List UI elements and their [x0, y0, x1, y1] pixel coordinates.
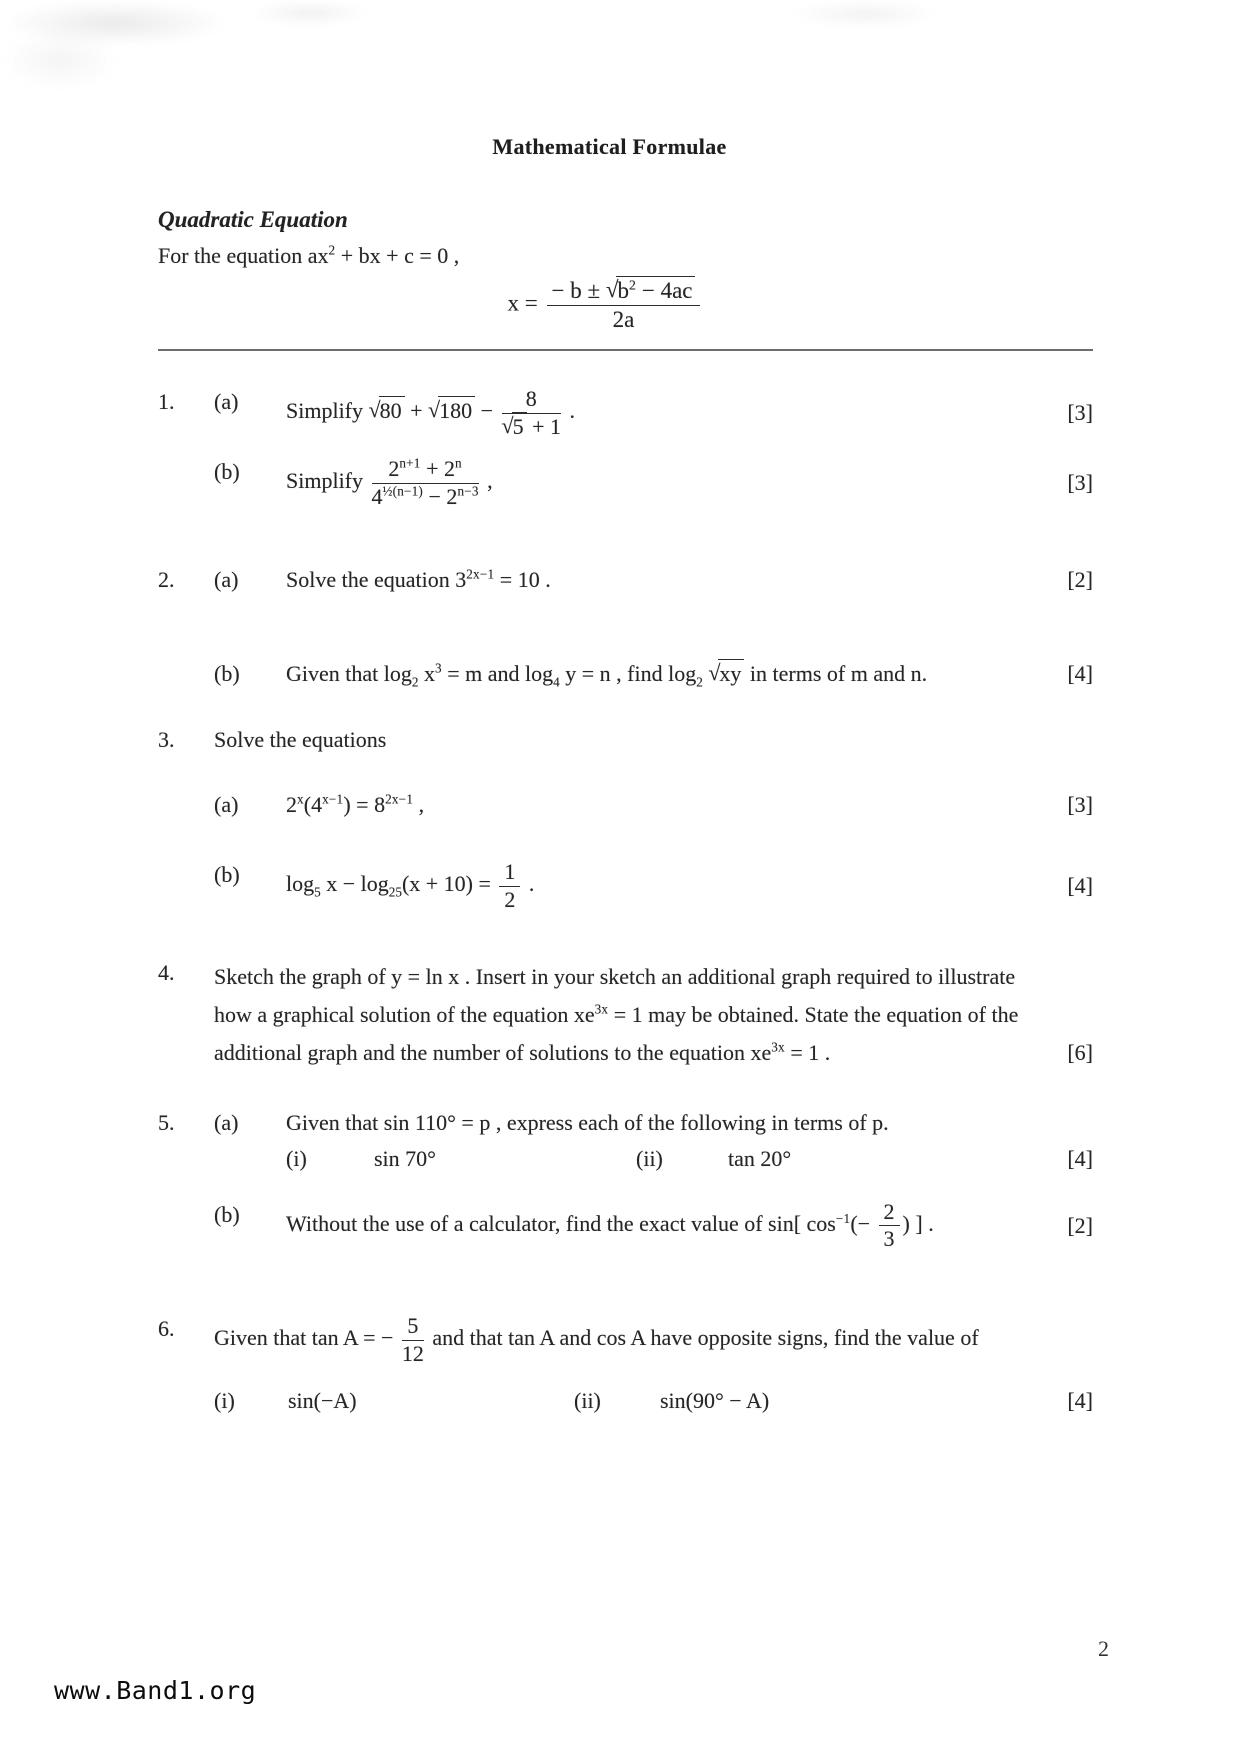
item-expression: sin(−A): [288, 1388, 357, 1414]
page-title: Mathematical Formulae: [492, 134, 727, 159]
marks-badge: [3]: [1067, 792, 1093, 818]
part-label: (a): [214, 1110, 239, 1136]
question-number: 4.: [158, 960, 175, 986]
site-watermark: www.Band1.org: [54, 1676, 257, 1705]
question-text: Solve the equations: [214, 726, 387, 752]
question-content: [286, 1108, 1093, 1173]
question-1a: [158, 387, 1093, 439]
question-5b: [158, 1200, 1093, 1252]
formula-section-heading: Quadratic Equation: [158, 206, 348, 232]
question-text: Given that sin 110° = p , express each of the following in terms of p.: [286, 1110, 889, 1136]
marks-badge: [3]: [1067, 470, 1093, 496]
question-2b: [158, 659, 1093, 689]
item-expression: tan 20°: [728, 1146, 792, 1172]
sub-items: [214, 1386, 1093, 1416]
question-text: $2^x(4^{x-1}) = 8^{2x-1}$ ,: [286, 792, 425, 818]
formula-intro: For the equation $ax^2$ + bx + c = 0 ,: [158, 242, 460, 268]
marks-badge: [2]: [1067, 1213, 1093, 1239]
part-label: (b): [214, 1201, 240, 1227]
part-label: (b): [214, 661, 240, 687]
question-3b: [158, 860, 1093, 912]
item-label: (ii): [636, 1146, 663, 1172]
marks-badge: [3]: [1067, 400, 1093, 426]
marks-badge: [4]: [1067, 661, 1093, 687]
part-label: (b): [214, 459, 240, 485]
question-number: 1.: [158, 388, 175, 414]
paragraph-line-text: additional graph and the number of solutions to the equation $xe^{3x} = 1$ .: [214, 1040, 831, 1066]
paragraph-line: how a graphical solution of the equation $xe^{3x} = 1$ may be obtained. State the equation of the: [214, 1002, 1019, 1028]
marks-badge: [4]: [1067, 1388, 1093, 1414]
item-expression: sin(90° − A): [660, 1388, 770, 1414]
question-5a: [158, 1108, 1093, 1173]
question-text: $\log_5 x - \log_{25}(x + 10)$ = $\frac{1}{2}$ .: [286, 859, 535, 912]
question-3a: [158, 790, 1093, 820]
part-label: (b): [214, 862, 240, 888]
question-3-heading: [158, 725, 1093, 755]
quadratic-formula: x = $\frac{- b \pm √b^2 - 4ac}{2a}$: [158, 278, 1053, 333]
question-1b: [158, 457, 1093, 509]
question-number: 3.: [158, 726, 175, 752]
item-label: (i): [214, 1388, 235, 1414]
question-number: 5.: [158, 1110, 175, 1136]
question-4: [158, 958, 1093, 1072]
item-label: (i): [286, 1146, 307, 1172]
question-number: 2.: [158, 567, 175, 593]
question-text: Solve the equation $3^{2x-1} = 10$ .: [286, 567, 551, 593]
part-label: (a): [214, 388, 239, 414]
marks-badge: [4]: [1067, 1146, 1093, 1172]
question-2a: [158, 565, 1093, 595]
question-content: [214, 1314, 1093, 1416]
part-label: (a): [214, 792, 239, 818]
question-text: Without the use of a calculator, find the exact value of sin[ $\cos^{-1}(-$ $\frac{2}{3}$ ) ] .: [286, 1198, 934, 1252]
page-number: 2: [1098, 1636, 1109, 1661]
question-6: [158, 1314, 1093, 1416]
question-text: Simplify $\frac{2^{n+1} + 2^n}{4^{\frac{1}{2}(n-1)} - 2^{n-3}}$ ,: [286, 455, 493, 509]
question-text: Simplify √80 + √180 − $\frac{8}{√5 + 1}$ .: [286, 385, 576, 439]
question-text: Given that tan A = − $\frac{5}{12}$ and that tan A and cos A have opposite signs, find the value of: [214, 1313, 979, 1366]
question-paragraph: [214, 958, 1093, 1072]
sub-items: [286, 1144, 1093, 1174]
section-divider: [158, 349, 1093, 351]
item-expression: sin 70°: [374, 1146, 436, 1172]
paragraph-line: [214, 1034, 1093, 1072]
item-label: (ii): [574, 1388, 601, 1414]
marks-badge: [4]: [1067, 873, 1093, 899]
marks-badge: [2]: [1067, 567, 1093, 593]
marks-badge: [6]: [1067, 1040, 1093, 1066]
paragraph-line: Sketch the graph of y = ln x . Insert in your sketch an additional graph required to illustrate: [214, 964, 1016, 990]
question-number: 6.: [158, 1316, 175, 1342]
question-text: Given that $\log_2 x^3 = m$ and $\log_4 y = n$ , find $\log_2 √xy$ in terms of m and n.: [286, 660, 928, 690]
part-label: (a): [214, 567, 239, 593]
